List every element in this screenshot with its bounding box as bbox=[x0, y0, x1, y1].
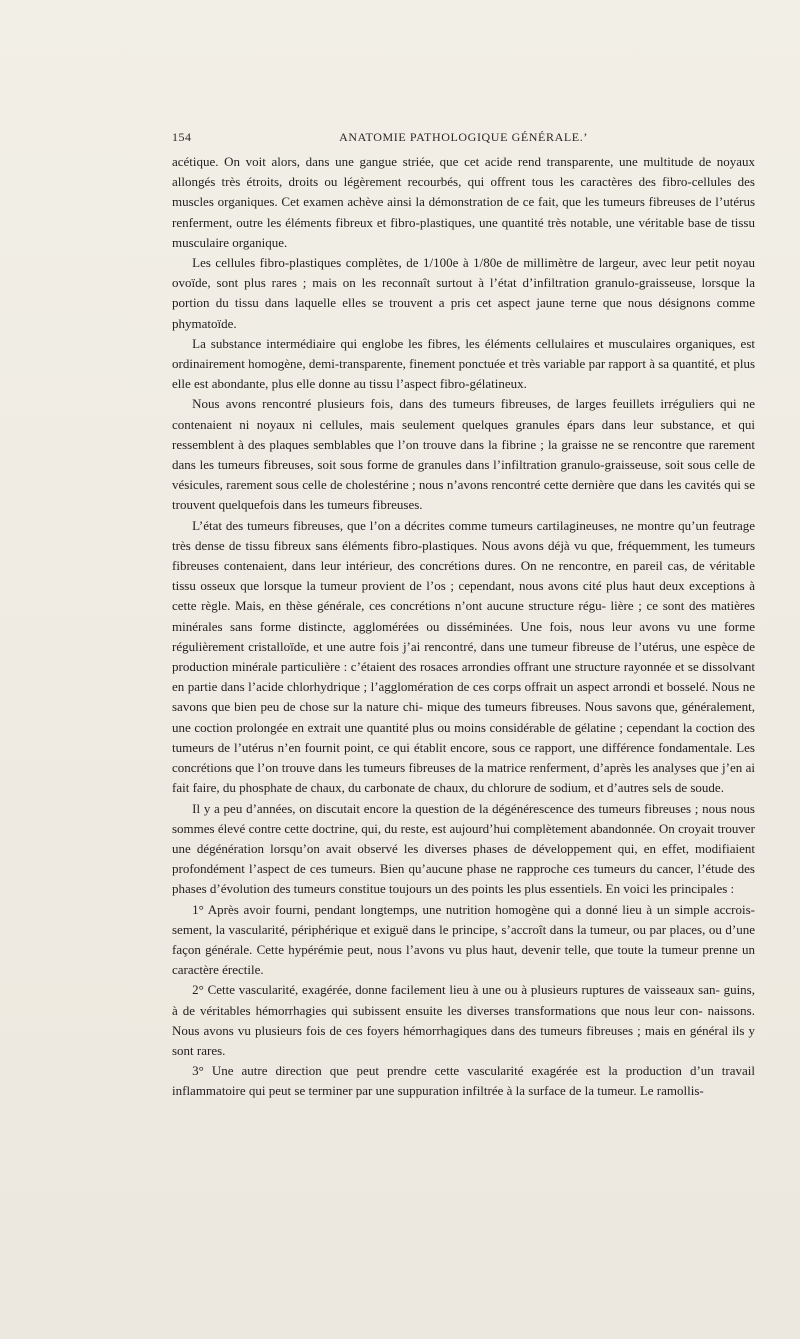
paragraph-intermediate-substance: La substance intermédiaire qui englobe les fibres, les éléments cellulaires et musculaires organiques, est ordinairement homogène, demi-transparente, finement ponctuée et très variable par rapport à sa quantité, et plus elle est abondante, plus elle donne au tissu l’aspect fibro-gélatineux. bbox=[172, 335, 755, 392]
running-title: ANATOMIE PATHOLOGIQUE GÉNÉRALE.’ bbox=[339, 130, 588, 144]
paragraph-phase-2: 2° Cette vascularité, exagérée, donne facilement lieu à une ou à plusieurs ruptures de vaisseaux san- guins, à de véritables hémorrhagies qui subissent ensuite les diverses transformations que nous leur con- naissons. Nous avons vu plusieurs fois de ces foyers hémorrhagiques dans des tumeurs fibreuses ; mais en général ils y sont rares. bbox=[172, 982, 755, 1058]
paragraph-concretions: L’état des tumeurs fibreuses, que l’on a décrites comme tumeurs cartilagineuses, ne montre qu’un feutrage très dense de tissu fibreux sans éléments fibro-plastiques. Nous avons déjà vu que, fréquemment, les tumeurs fibreuses contenaient, dans leur intérieur, des concrétions dures. On ne rencontre, en pareil cas, de véritable tissu osseux que lorsque la tumeur provient de l’os ; cependant, nous avons cité plus haut deux exceptions à cette règle. Mais, en thèse générale, ces concrétions n’ont aucune structure régu- lière ; ce sont des matières minérales sans forme distincte, agglomérées ou disséminées. Une fois, nous leur avons vu une forme régulièrement cristalloïde, et une autre fois j’ai rencontré, dans une tumeur fibreuse de l’utérus, une espèce de production minérale particulière : c’étaient des rosaces arrondies offrant une structure rayonnée et se dissolvant en partie dans l’acide chlorhydrique ; l’agglomération de ces corps offrait un aspect arrondi et bosselé. Nous ne savons que bien peu de chose sur la nature chi- mique des tumeurs fibreuses. Nous savons que, généralement, une coction prolongée en extrait une quantité plus ou moins considérable de gélatine ; cependant la coction des tumeurs de l’utérus n’en fournit point, ce qui établit encore, sous ce rapport, une différence fondamentale. Les concrétions que l’on trouve dans les tumeurs fibreuses de la matrice renferment, d’après les analyses que j’en ai fait faire, du phosphate de chaux, du carbonate de chaux, du chlorure de sodium, et d’autres sels de soude. bbox=[172, 517, 755, 796]
paragraph-fibroplastic-cells: Les cellules fibro-plastiques complètes, de 1/100e à 1/80e de millimètre de largeur, avec leur petit noyau ovoïde, sont plus rares ; mais on les reconnaît surtout à l’état d’infiltration granulo-graisseuse, lorsque la portion du tissu dans laquelle elles se trouvent a pris cet aspect jaune terne que nous désignons comme phymatoïde. bbox=[172, 255, 755, 331]
paragraph-continuation: acétique. On voit alors, dans une gangue striée, que cet acide rend transparente, une multitude de noyaux allongés très étroits, droits ou légèrement recourbés, qui offrent tous les caractères des fibro-cellules des muscles organiques. Cet examen achève ainsi la démonstration de ce fait, que les tumeurs fibreuses de l’utérus renferment, outre les éléments fibreux et fibro-plastiques, une quantité très notable, une véritable base de tissu musculaire organique. bbox=[172, 154, 755, 250]
paragraph-phase-1: 1° Après avoir fourni, pendant longtemps, une nutrition homogène qui a donné lieu à un simple accrois- sement, la vascularité, périphérique et exiguë dans le principe, s’accroît dans la tumeur, ou par places, ou d’une façon générale. Cette hypérémie peut, nous l’avons vu plus haut, devenir telle, que toute la tumeur prenne un caractère érectile. bbox=[172, 901, 755, 978]
page-number: 154 bbox=[172, 130, 192, 144]
paragraph-degeneration: Il y a peu d’années, on discutait encore la question de la dégénérescence des tumeurs fibreuses ; nous nous sommes élevé contre cette doctrine, qui, du reste, est aujourd’hui complètement abandonnée. On croyait trouver une dégénération lorsqu’on avait observé les diverses phases de développement qui, en effet, modifiaient profondément l’aspect de ces tumeurs. Bien qu’aucune phase ne rapproche ces tumeurs du cancer, l’étude des phases d’évolution des tumeurs constitue toujours un des points les plus essentiels. En voici les principales : bbox=[172, 800, 755, 897]
paragraph-phase-3: 3° Une autre direction que peut prendre cette vascularité exagérée est la production d’un travail inflammatoire qui peut se terminer par une suppuration infiltrée à la surface de la tumeur. Le ramollis- bbox=[172, 1063, 755, 1099]
page-header bbox=[172, 130, 755, 146]
paragraph-irregular-sheets: Nous avons rencontré plusieurs fois, dans des tumeurs fibreuses, de larges feuillets irréguliers qui ne contenaient ni noyaux ni cellules, mais seulement quelques granules épars dans leur substance, et qui ressemblent à des plaques semblables que l’on trouve dans la fibrine ; la graisse ne se rencontre que rarement dans les tumeurs fibreuses, soit sous forme de granules dans l’infiltration granulo-graisseuse, soit sous celle de vésicules, rarement sous celle de cholestérine ; nous n’avons rencontré cette dernière que dans les cavités qui se trouvent quelquefois dans les tumeurs fibreuses. bbox=[172, 396, 755, 513]
body-text bbox=[172, 152, 755, 1102]
